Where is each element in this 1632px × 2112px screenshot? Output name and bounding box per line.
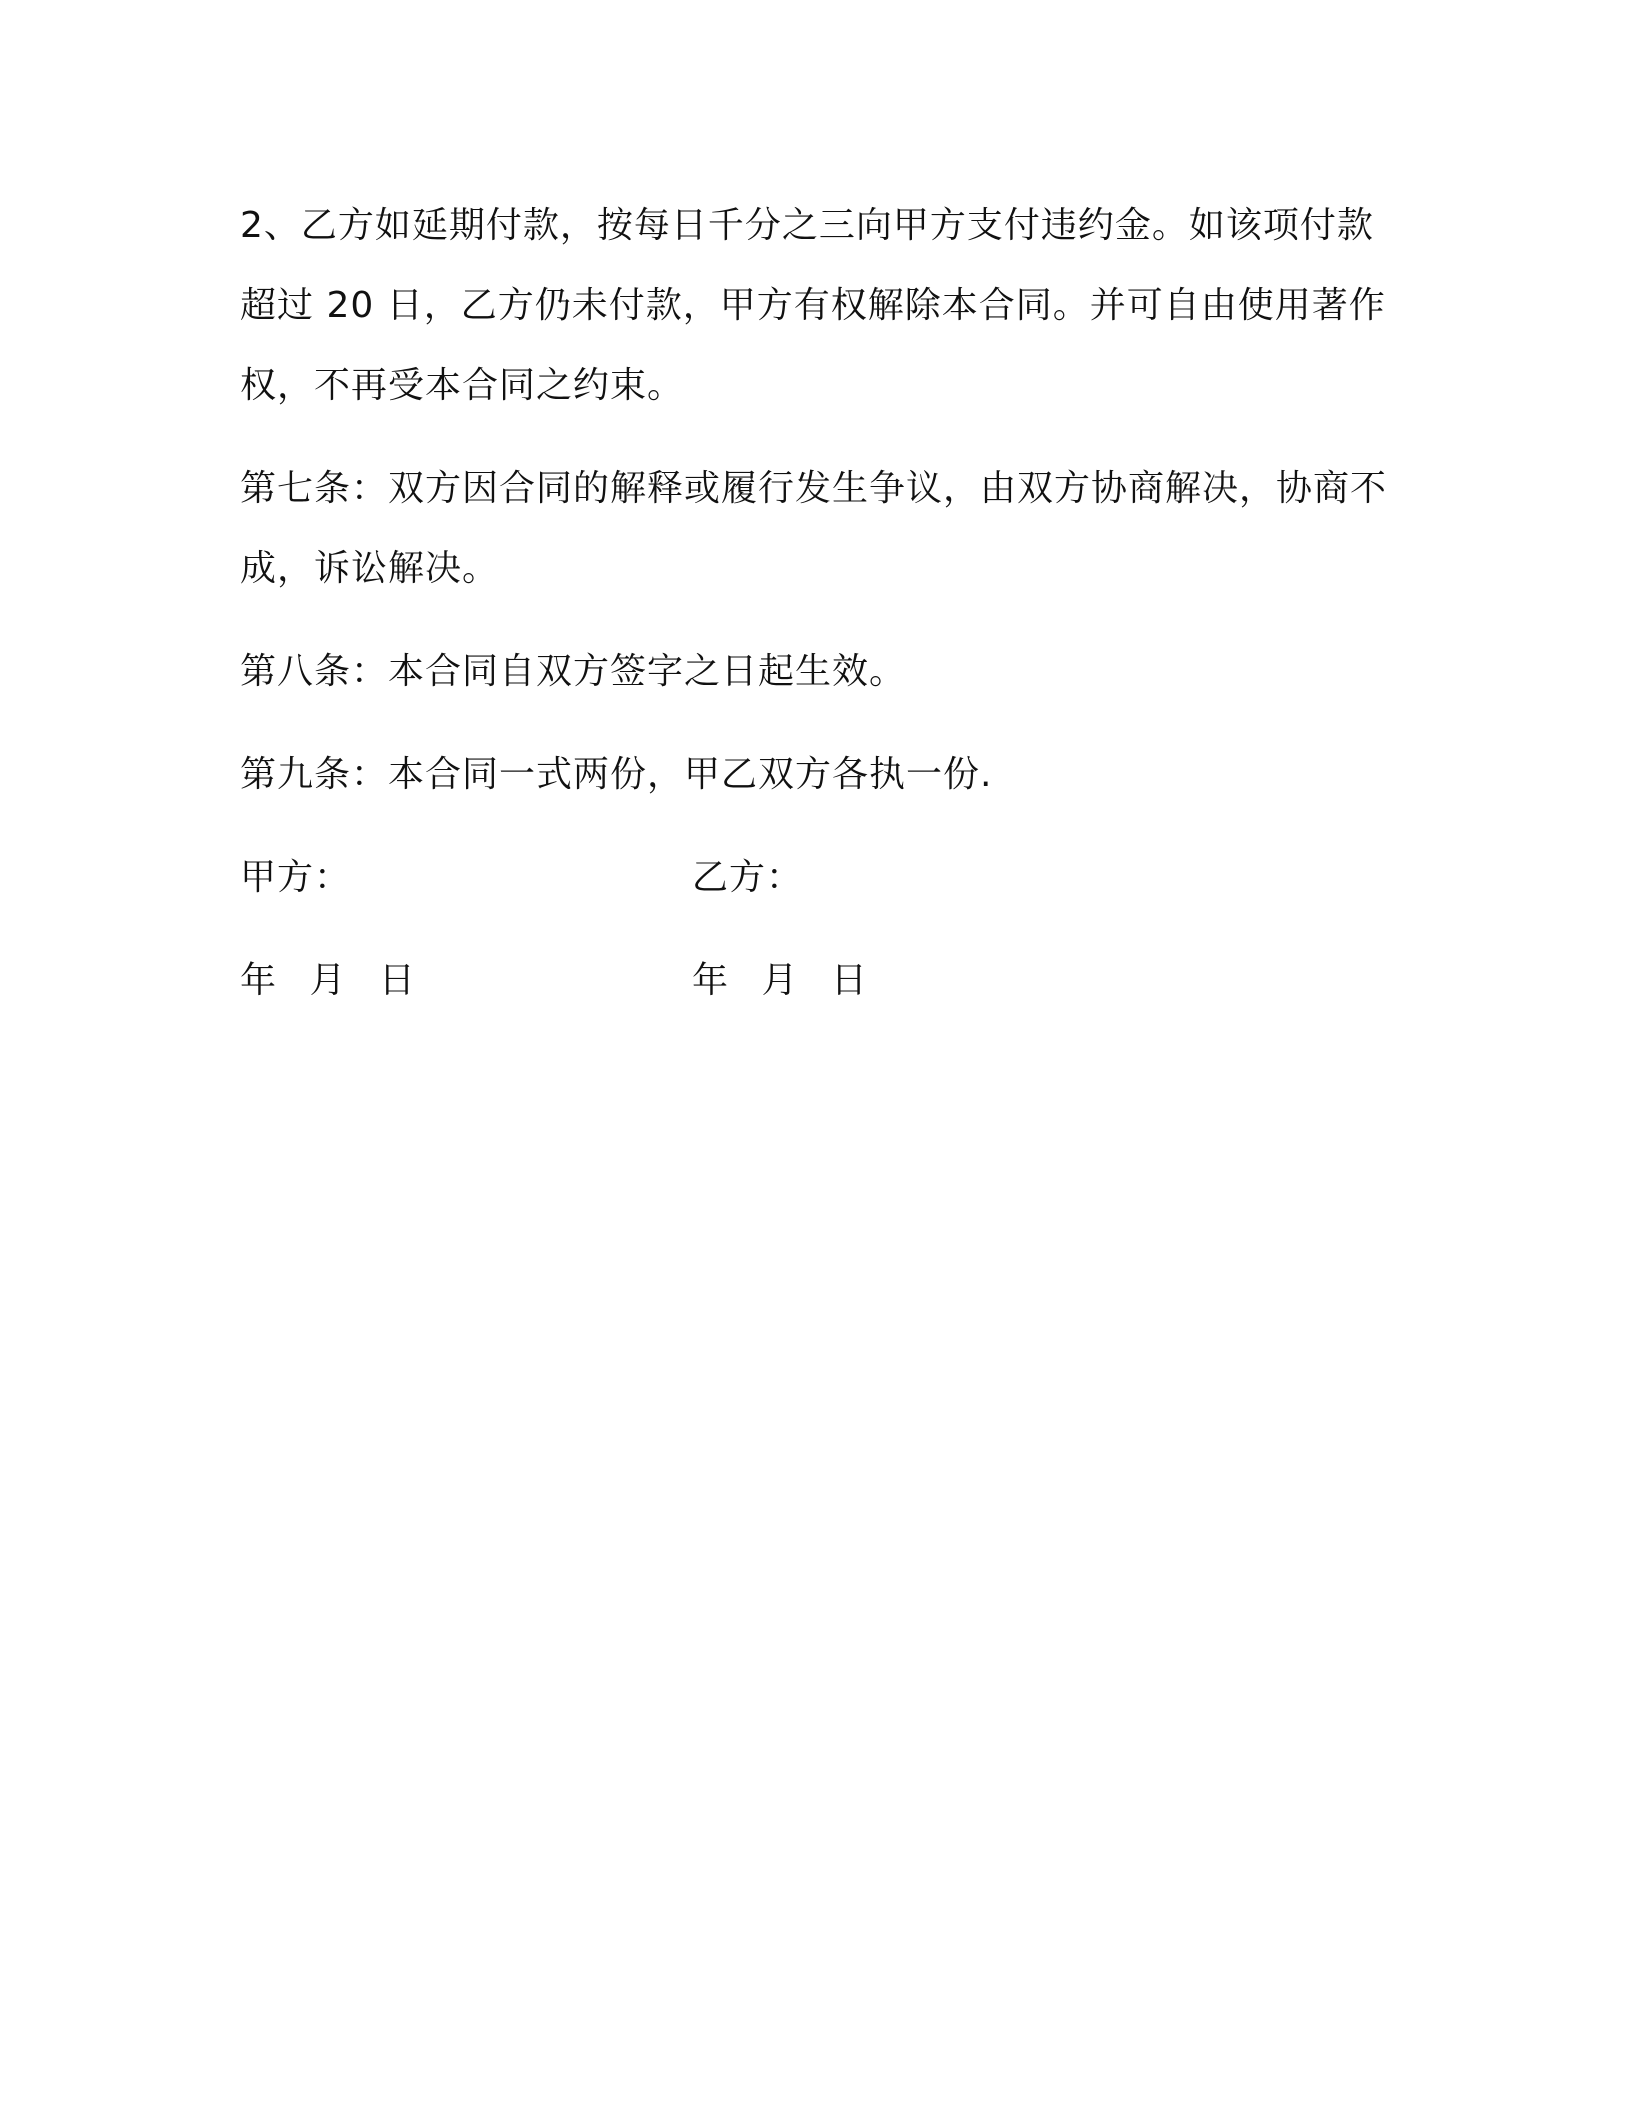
party-b-label: 乙方： <box>692 857 804 898</box>
clause-nine-copies: 第九条：本合同一式两份，甲乙双方各执一份. <box>240 754 993 795</box>
document-body <box>240 186 1390 1021</box>
party-a-date: 年 月 日 <box>240 960 421 1001</box>
clause-late-payment: 2、乙方如延期付款，按每日千分之三向甲方支付违约金。如该项付款超过 20 日，乙方仍未付款，甲方有权解除本合同。并可自由使用著作权，不再受本合同之约束。 <box>240 205 1386 406</box>
party-b-date: 年 月 日 <box>692 960 873 1001</box>
party-a-label: 甲方： <box>240 857 352 898</box>
clause-eight-effective: 第八条：本合同自双方签字之日起生效。 <box>240 651 907 692</box>
signature-party-row <box>240 838 1390 918</box>
signature-date-row <box>240 941 1390 1021</box>
clause-seven-dispute: 第七条：双方因合同的解释或履行发生争议，由双方协商解决，协商不成，诉讼解决。 <box>240 468 1388 589</box>
